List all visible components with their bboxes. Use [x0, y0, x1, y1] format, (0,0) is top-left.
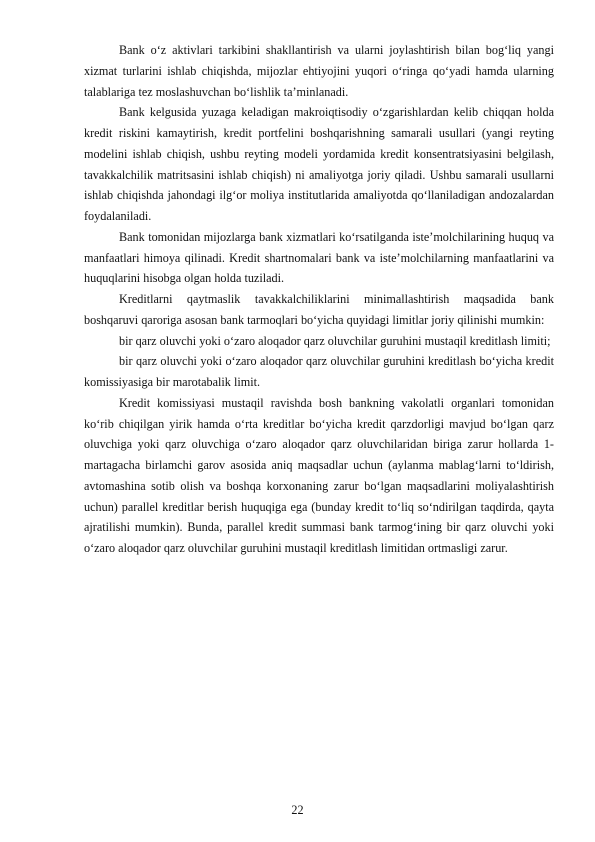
paragraph-credit-risk: Bank kelgusida yuzaga keladigan makroiqtisodiy o‘zgarishlardan kelib chiqqan holda kredit riskini kamaytirish, kredit portfelini boshqarishning samarali usullari (yangi reyting modelini ishlab chiqish, ushbu reyting modeli yordamida kredit konsentratsiyasini belgilash, tavakkalchilik matritsasini ishlab chiqish) ni amaliyotga joriy qiladi. Ushbu samarali usullarni ishlab chiqishda jahondagi ilg‘or moliya institutlarida amaliyotda qo‘llaniladigan andozalardan foydalaniladi. [84, 105, 554, 223]
paragraph-limits-intro: Kreditlarni qaytmaslik tavakkalchiliklarini minimallashtirish maqsadida bank boshqaruvi qaroriga asosan bank tarmoqlari bo‘yicha quyidagi limitlar joriy qilinishi mumkin: [84, 292, 554, 327]
paragraph-limit-commission: bir qarz oluvchi yoki o‘zaro aloqador qarz oluvchilar guruhini kreditlash bo‘yicha kredit komissiyasiga bir marotabalik limit. [84, 354, 554, 389]
page-number: 22 [291, 803, 304, 817]
paragraph-bank-services: Bank o‘z aktivlari tarkibini shakllantirish va ularni joylashtirish bilan bog‘liq yangi xizmat turlarini ishlab chiqishda, mijozlar ehtiyojini yuqori o‘ringa qo‘yadi hamda ularning talablariga tez moslashuvchan bo‘lishlik ta’minlanadi. [84, 43, 554, 99]
paragraph-credit-commission: Kredit komissiyasi mustaqil ravishda bosh bankning vakolatli organlari tomonidan ko‘rib chiqilgan yirik hamda o‘rta kreditlar bo‘yicha kredit qarzdorligi mavjud bo‘lgan qarz oluvchiga yoki qarz oluvchiga o‘zaro aloqador qarz oluvchilaridan biriga zarur hollarda 1-martagacha birlamchi garov asosida aniq maqsadlar uchun (aylanma mablag‘larni to‘ldirish, avtomashina sotib olish va boshqa korxonaning zarur bo‘lgan maqsadlarini moliyalashtirish uchun) parallel kreditlar berish huquqiga ega (bunday kredit to‘liq so‘ndirilgan taqdirda, qayta ajratilishi mumkin). Bunda, parallel kredit summasi bank tarmog‘ining bir qarz oluvchi yoki o‘zaro aloqador qarz oluvchilar guruhini mustaqil kreditlash limitidan ortmasligi zarur. [84, 395, 554, 555]
page-body [84, 40, 554, 559]
paragraph-limit-independent: bir qarz oluvchi yoki o‘zaro aloqador qarz oluvchilar guruhini mustaqil kreditlash limiti; [119, 333, 551, 348]
paragraph-consumer-rights: Bank tomonidan mijozlarga bank xizmatlari ko‘rsatilganda iste’molchilarining huquq va manfaatlari himoya qilinadi. Kredit shartnomalari bank va iste’molchilarning manfaatlarini va huquqlarini hisobga olgan holda tuziladi. [84, 229, 554, 286]
